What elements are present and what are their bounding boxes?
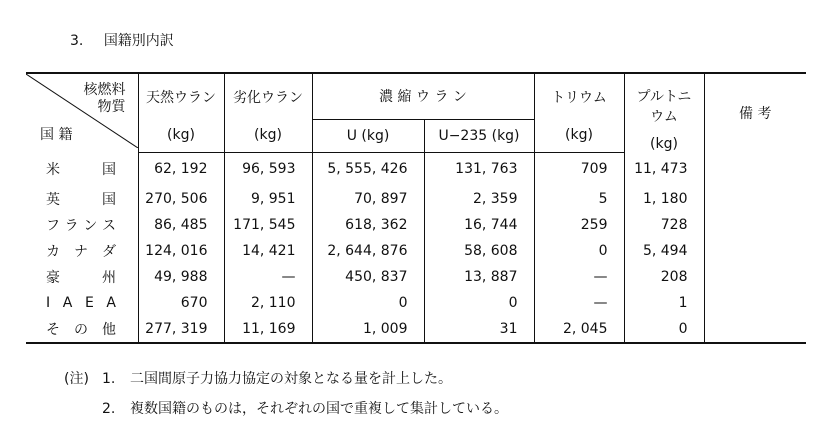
remarks-cell (704, 264, 806, 290)
plutonium-cell: 208 (624, 264, 704, 290)
country-cell: フ ラ ン ス (46, 218, 116, 234)
note-item: 2. 複数国籍のものは，それぞれの国で重複して集計している。 (64, 394, 508, 424)
remarks-header: 備 考 (704, 73, 806, 152)
country-cell: 英 国 (46, 192, 116, 208)
thorium-cell: 2, 045 (534, 316, 624, 343)
natural-uranium-header: 天然ウラン (138, 73, 224, 119)
remarks-cell (704, 238, 806, 264)
corner-material-label: 核燃料 物質 (83, 82, 126, 115)
remarks-cell (704, 316, 806, 343)
table-row (26, 152, 806, 186)
enriched-u235-cell: 16, 744 (424, 212, 534, 238)
natural-cell: 124, 016 (138, 238, 224, 264)
plutonium-cell: 1, 180 (624, 186, 704, 212)
enriched-u-unit: U (kg) (312, 119, 424, 152)
corner-country-label: 国 籍 (40, 127, 73, 143)
plutonium-cell: 728 (624, 212, 704, 238)
depleted-cell: 2, 110 (224, 290, 312, 316)
enriched-u-cell: 618, 362 (312, 212, 424, 238)
enriched-u235-cell: 131, 763 (424, 152, 534, 186)
enriched-u235-cell: 13, 887 (424, 264, 534, 290)
enriched-u235-unit: U−235 (kg) (424, 119, 534, 152)
nuclear-material-table (26, 72, 806, 344)
country-cell: そ の 他 (26, 316, 138, 343)
plutonium-cell: 5, 494 (624, 238, 704, 264)
thorium-cell: 0 (534, 238, 624, 264)
depleted-uranium-unit: (kg) (224, 119, 312, 152)
plutonium-unit: (kg) (650, 136, 678, 152)
section-heading (70, 30, 174, 50)
natural-cell: 62, 192 (138, 152, 224, 186)
thorium-cell: 259 (534, 212, 624, 238)
natural-cell: 277, 319 (138, 316, 224, 343)
remarks-cell (704, 290, 806, 316)
thorium-cell: — (534, 290, 624, 316)
enriched-u235-cell: 58, 608 (424, 238, 534, 264)
table-row (26, 290, 806, 316)
country-cell: 米 国 (46, 162, 116, 178)
depleted-cell: 96, 593 (224, 152, 312, 186)
table-row (26, 212, 806, 238)
enriched-u-cell: 1, 009 (312, 316, 424, 343)
header-row (26, 73, 806, 119)
depleted-cell: 14, 421 (224, 238, 312, 264)
notes-label: (注) (64, 371, 89, 387)
thorium-header: トリウム (534, 73, 624, 119)
natural-cell: 670 (138, 290, 224, 316)
enriched-u-cell: 5, 555, 426 (312, 152, 424, 186)
depleted-uranium-header: 劣化ウラン (224, 73, 312, 119)
table-row (26, 238, 806, 264)
country-cell: 豪 州 (46, 270, 116, 286)
country-cell: I A E A (46, 295, 116, 311)
depleted-cell: — (224, 264, 312, 290)
enriched-u-cell: 70, 897 (312, 186, 424, 212)
table-row (26, 186, 806, 212)
plutonium-cell: 11, 473 (624, 152, 704, 186)
plutonium-cell: 1 (624, 290, 704, 316)
notes-section (64, 364, 508, 424)
country-cell: カ ナ ダ (46, 244, 116, 260)
natural-cell: 49, 988 (138, 264, 224, 290)
enriched-u235-cell: 2, 359 (424, 186, 534, 212)
natural-cell: 270, 506 (138, 186, 224, 212)
depleted-cell: 11, 169 (224, 316, 312, 343)
note-text: 複数国籍のものは，それぞれの国で重複して集計している。 (130, 401, 508, 417)
note-item: (注) 1. 二国間原子力協力協定の対象となる量を計上した。 (64, 364, 508, 394)
depleted-cell: 171, 545 (224, 212, 312, 238)
table-row (26, 316, 806, 343)
thorium-cell: 5 (534, 186, 624, 212)
plutonium-cell: 0 (624, 316, 704, 343)
enriched-u235-cell: 31 (424, 316, 534, 343)
enriched-u-cell: 0 (312, 290, 424, 316)
natural-uranium-unit: (kg) (138, 119, 224, 152)
natural-cell: 86, 485 (138, 212, 224, 238)
remarks-cell (704, 186, 806, 212)
corner-header-cell (26, 73, 138, 152)
thorium-cell: 709 (534, 152, 624, 186)
note-text: 二国間原子力協力協定の対象となる量を計上した。 (130, 371, 452, 387)
section-number: 3. (70, 33, 84, 49)
enriched-u-cell: 2, 644, 876 (312, 238, 424, 264)
enriched-u235-cell: 0 (424, 290, 534, 316)
thorium-unit: (kg) (534, 119, 624, 152)
plutonium-header: プルトニ ウム (kg) (624, 73, 704, 152)
depleted-cell: 9, 951 (224, 186, 312, 212)
section-title: 国籍別内訳 (103, 33, 174, 49)
enriched-u-cell: 450, 837 (312, 264, 424, 290)
enriched-uranium-header: 濃 縮 ウ ラ ン (312, 73, 534, 119)
remarks-cell (704, 212, 806, 238)
remarks-cell (704, 152, 806, 186)
table-row (26, 264, 806, 290)
thorium-cell: — (534, 264, 624, 290)
